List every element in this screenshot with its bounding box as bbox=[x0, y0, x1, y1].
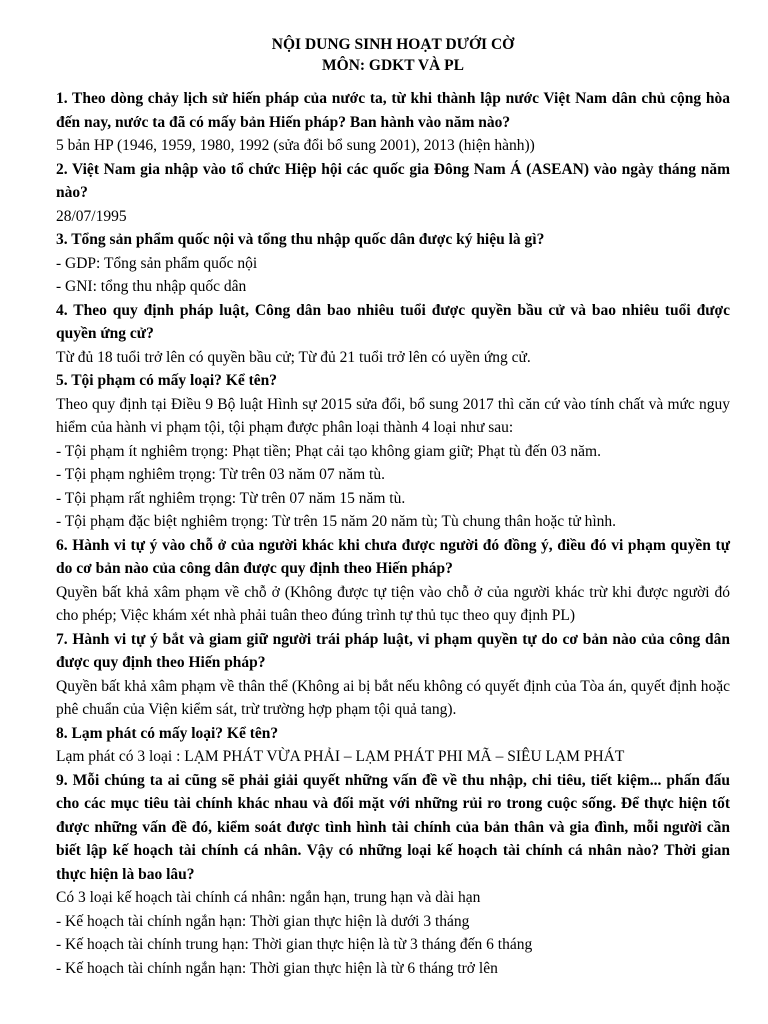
answer-4: Từ đủ 18 tuổi trở lên có quyền bầu cử; Từ đủ 21 tuổi trở lên có uyền ứng cử. bbox=[56, 348, 531, 366]
answer-3-item: - GNI: tổng thu nhập quốc dân bbox=[56, 278, 247, 295]
question-8: 8. Lạm phát có mấy loại? Kể tên? bbox=[56, 724, 279, 742]
answer-5-item: - Tội phạm đặc biệt nghiêm trọng: Từ trên 15 năm 20 năm tù; Tù chung thân hoặc tử hình. bbox=[56, 513, 617, 530]
answer-8: Lạm phát có 3 loại : LẠM PHÁT VỪA PHẢI – LẠM PHÁT PHI MÃ – SIÊU LẠM PHÁT bbox=[56, 748, 625, 765]
question-5: 5. Tội phạm có mấy loại? Kể tên? bbox=[56, 372, 278, 389]
answer-2: 28/07/1995 bbox=[56, 207, 127, 225]
answer-3-item: - GDP: Tổng sản phẩm quốc nội bbox=[56, 254, 258, 272]
question-4: 4. Theo quy định pháp luật, Công dân bao nhiêu tuổi được quyền bầu cử và bao nhiêu tuổi được quyền ứng cử? bbox=[56, 301, 730, 342]
document-header bbox=[56, 34, 730, 76]
document-title: NỘI DUNG SINH HOẠT DƯỚI CỜ bbox=[271, 36, 515, 53]
answer-6: Quyền bất khả xâm phạm về chỗ ở (Không được tự tiện vào chỗ ở của người khác trừ khi được người đó cho phép; Việc khám xét nhà phải tuân theo đúng trình tự thủ tục theo quy định PL) bbox=[56, 583, 730, 624]
answer-9: Có 3 loại kế hoạch tài chính cá nhân: ngắn hạn, trung hạn và dài hạn bbox=[56, 889, 481, 906]
answer-9-item: - Kế hoạch tài chính ngắn hạn: Thời gian thực hiện là dưới 3 tháng bbox=[56, 912, 470, 930]
question-7: 7. Hành vi tự ý bắt và giam giữ người trái pháp luật, vi phạm quyền tự do cơ bản nào của công dân được quy định theo Hiến pháp? bbox=[56, 630, 730, 671]
answer-9-item: - Kế hoạch tài chính ngắn hạn: Thời gian thực hiện là từ 6 tháng trở lên bbox=[56, 959, 498, 977]
answer-5: Theo quy định tại Điều 9 Bộ luật Hình sự 2015 sửa đổi, bổ sung 2017 thì căn cứ vào tính chất và mức nguy hiểm của hành vi phạm tội, tội phạm được phân loại thành 4 loại như sau: bbox=[56, 395, 730, 436]
question-2: 2. Việt Nam gia nhập vào tổ chức Hiệp hội các quốc gia Đông Nam Á (ASEAN) vào ngày tháng năm nào? bbox=[56, 160, 730, 201]
question-9: 9. Mỗi chúng ta ai cũng sẽ phải giải quyết những vấn đề về thu nhập, chi tiêu, tiết kiệm... phấn đấu cho các mục tiêu tài chính khác nhau và đối mặt với những rủi ro trong cuộc sống. Để thực hiện tốt được những vấn đề đó, kiểm soát được tình hình tài chính của bản thân và gia đình, mỗi người cần biết lập kế hoạch tài chính cá nhân. Vậy có những loại kế hoạch tài chính cá nhân nào? Thời gian thực hiện là bao lâu? bbox=[56, 771, 730, 883]
answer-1: 5 bản HP (1946, 1959, 1980, 1992 (sửa đổi bổ sung 2001), 2013 (hiện hành)) bbox=[56, 137, 535, 154]
answer-5-item: - Tội phạm rất nghiêm trọng: Từ trên 07 năm 15 năm tù. bbox=[56, 489, 406, 507]
answer-5-item: - Tội phạm nghiêm trọng: Từ trên 03 năm 07 năm tù. bbox=[56, 466, 385, 483]
answer-9-item: - Kế hoạch tài chính trung hạn: Thời gian thực hiện là từ 3 tháng đến 6 tháng bbox=[56, 936, 533, 953]
subject-title: MÔN: GDKT VÀ PL bbox=[322, 57, 464, 74]
answer-7: Quyền bất khả xâm phạm về thân thể (Không ai bị bắt nếu không có quyết định của Tòa án, quyết định hoặc phê chuẩn của Viện kiểm sát, trừ trường hợp phạm tội quả tang). bbox=[56, 677, 730, 718]
question-1: 1. Theo dòng chảy lịch sử hiến pháp của nước ta, từ khi thành lập nước Việt Nam dân chủ cộng hòa đến nay, nước ta đã có mấy bản Hiến pháp? Ban hành vào năm nào? bbox=[56, 90, 730, 131]
question-3: 3. Tổng sản phẩm quốc nội và tổng thu nhập quốc dân được ký hiệu là gì? bbox=[56, 231, 545, 248]
question-6: 6. Hành vi tự ý vào chỗ ở của người khác khi chưa được người đó đồng ý, điều đó vi phạm quyền tự do cơ bản nào của công dân được quy định theo Hiến pháp? bbox=[56, 536, 730, 577]
answer-5-item: - Tội phạm ít nghiêm trọng: Phạt tiền; Phạt cải tạo không giam giữ; Phạt tù đến 03 năm. bbox=[56, 442, 601, 460]
